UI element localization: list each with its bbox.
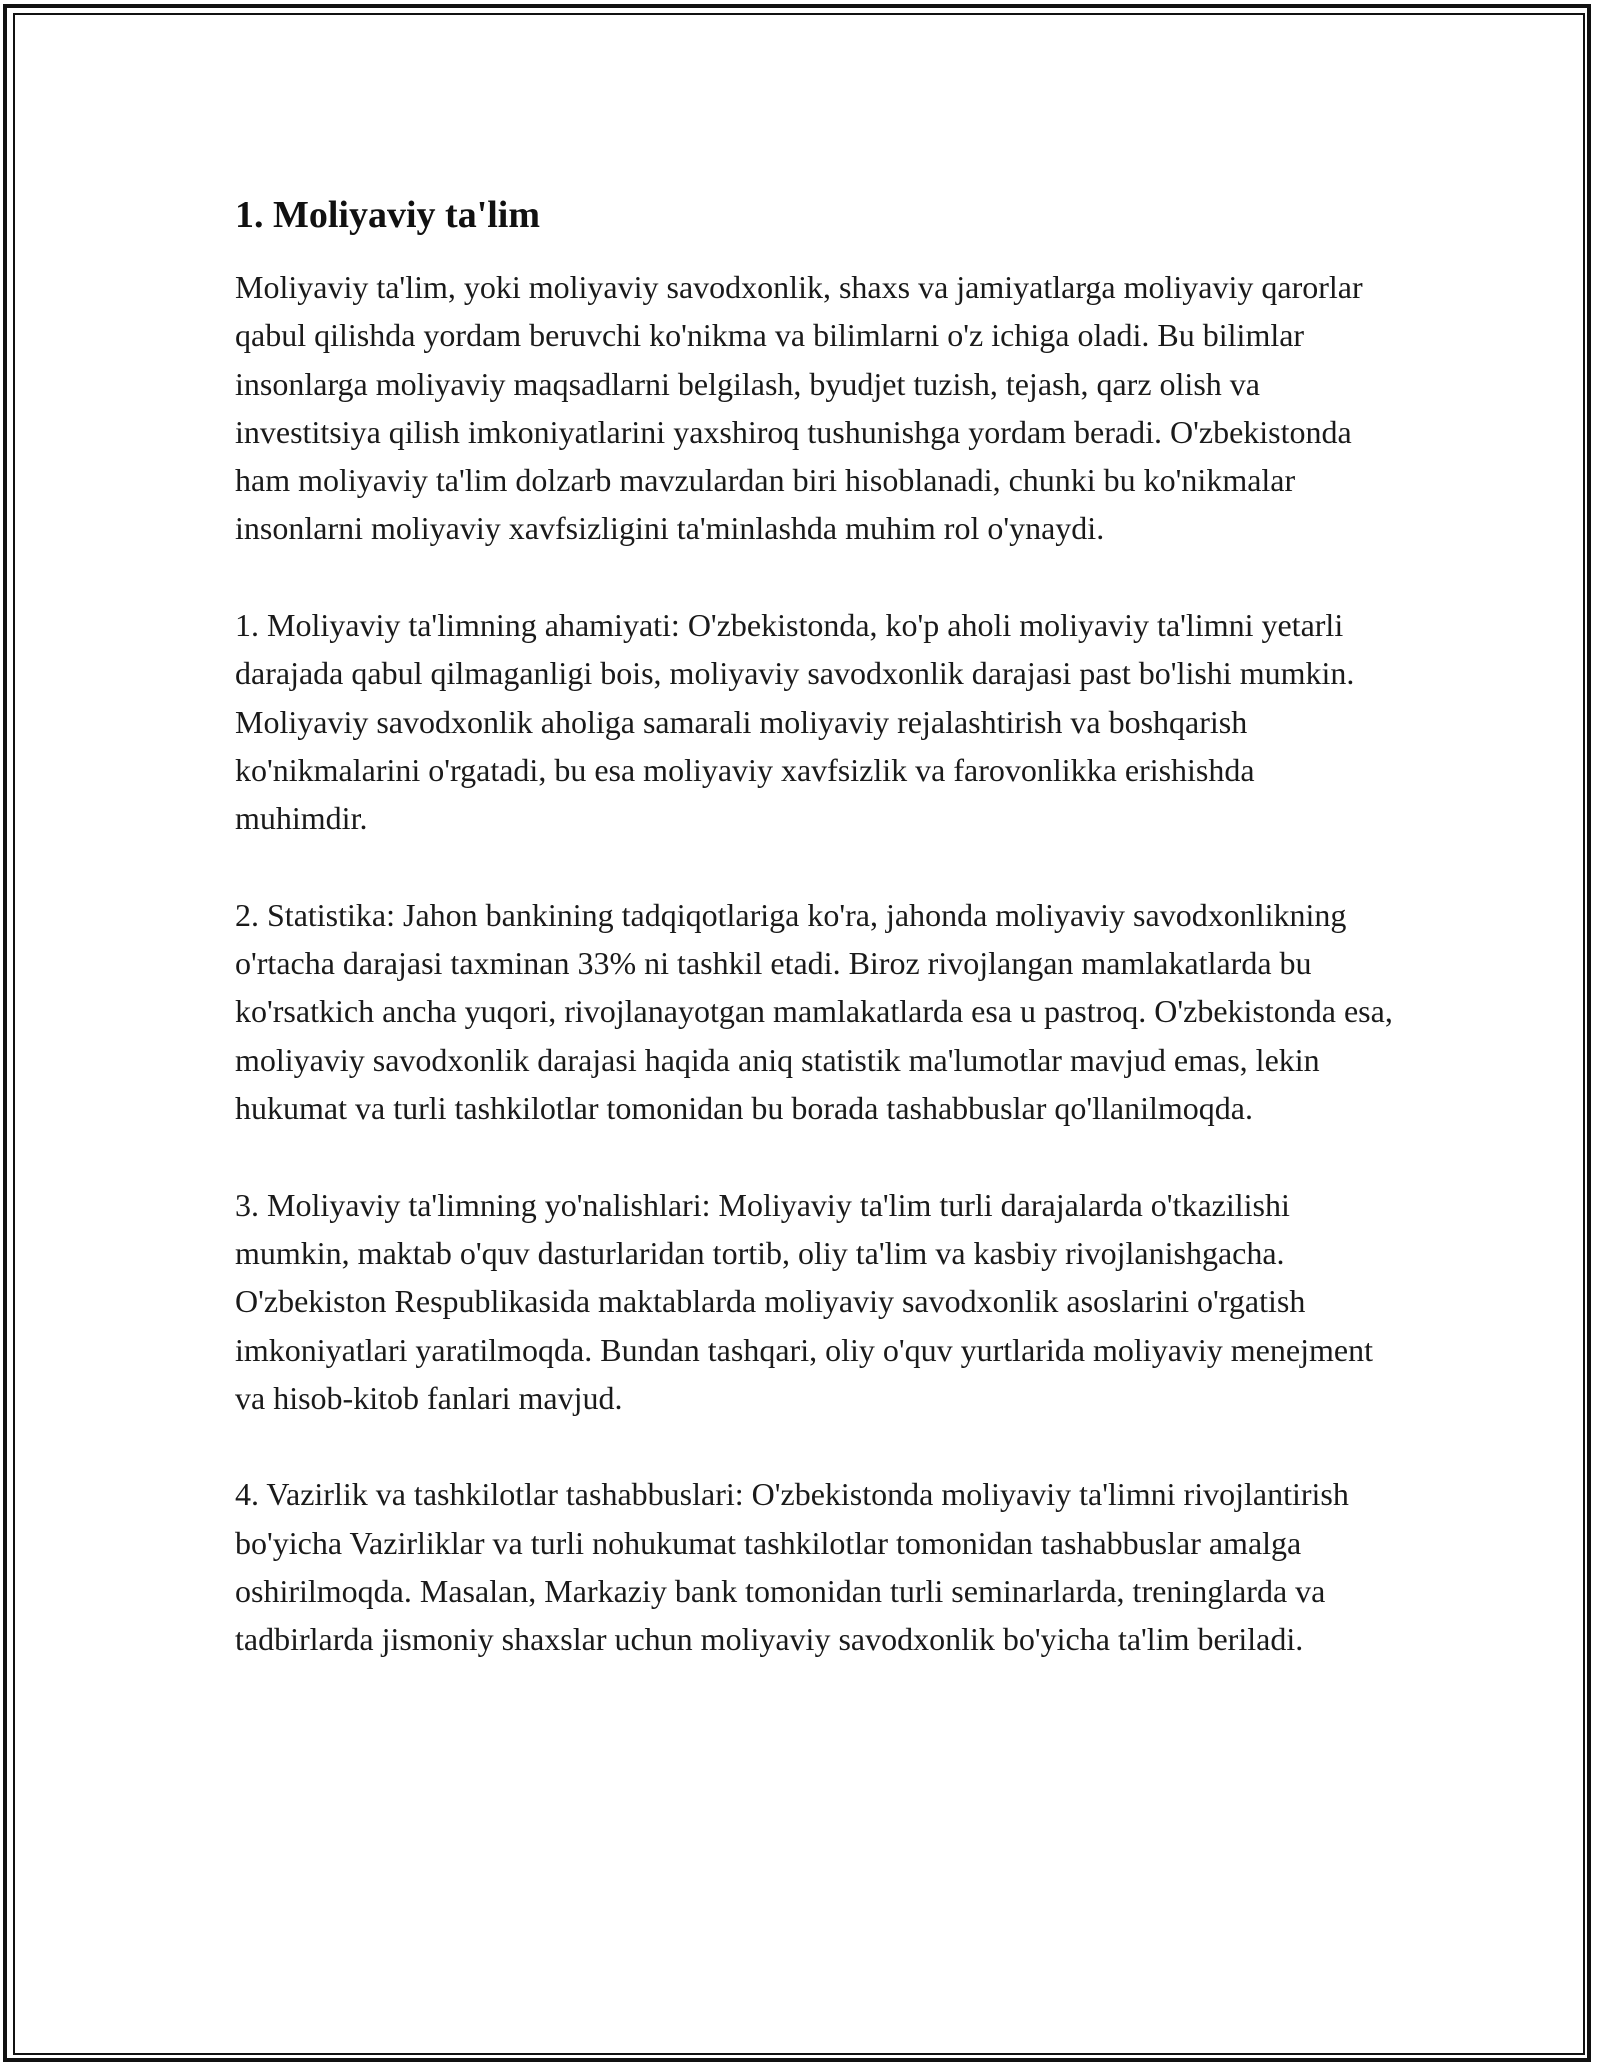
paragraph-importance: 1. Moliyaviy ta'limning ahamiyati: O'zbekistonda, ko'p aholi moliyaviy ta'limni yetarli darajada qabul qilmaganligi bois, moliyaviy savodxonlik darajasi past bo'lishi mumkin. Moliyaviy savodxonlik aholiga samarali moliyaviy rejalashtirish va boshqarish ko'nikmalarini o'rgatadi, bu esa moliyaviy xavfsizlik va farovonlikka erishishda muhimdir. xyxy=(235,607,1355,837)
intro-paragraph: Moliyaviy ta'lim, yoki moliyaviy savodxonlik, shaxs va jamiyatlarga moliyaviy qarorlar qabul qilishda yordam beruvchi ko'nikma va bilimlarni o'z ichiga oladi. Bu bilimlar insonlarga moliyaviy maqsadlarni belgilash, byudjet tuzish, tejash, qarz olish va investitsiya qilish imkoniyatlarini yaxshiroq tushunishga yordam beradi. O'zbekistonda ham moliyaviy ta'lim dolzarb mavzulardan biri hisoblanadi, chunki bu ko'nikmalar insonlarni moliyaviy xavfsizligini ta'minlashda muhim rol o'ynaydi. xyxy=(235,269,1363,547)
document-body xyxy=(235,185,1395,1712)
paragraph-initiatives: 4. Vazirlik va tashkilotlar tashabbuslari: O'zbekistonda moliyaviy ta'limni rivojlantirish bo'yicha Vazirliklar va turli nohukumat tashkilotlar tomonidan tashabbuslar amalga oshirilmoqda. Masalan, Markaziy bank tomonidan turli seminarlarda, treninglarda va tadbirlarda jismoniy shaxslar uchun moliyaviy savodxonlik bo'yicha ta'lim beriladi. xyxy=(235,1476,1349,1658)
section-heading: 1. Moliyaviy ta'lim xyxy=(235,194,541,236)
paragraph-statistics: 2. Statistika: Jahon bankining tadqiqotlariga ko'ra, jahonda moliyaviy savodxonlikning o'rtacha darajasi taxminan 33% ni tashkil etadi. Biroz rivojlangan mamlakatlarda bu ko'rsatkich ancha yuqori, rivojlanayotgan mamlakatlarda esa u pastroq. O'zbekistonda esa, moliyaviy savodxonlik darajasi haqida aniq statistik ma'lumotlar mavjud emas, lekin hukumat va turli tashkilotlar tomonidan bu borada tashabbuslar qo'llanilmoqda. xyxy=(235,896,1393,1127)
paragraph-directions: 3. Moliyaviy ta'limning yo'nalishlari: Moliyaviy ta'lim turli darajalarda o'tkazilishi mumkin, maktab o'quv dasturlaridan tortib, oliy ta'lim va kasbiy rivojlanishgacha. O'zbekiston Respublikasida maktablarda moliyaviy savodxonlik asoslarini o'rgatish imkoniyatlari yaratilmoqda. Bundan tashqari, oliy o'quv yurtlarida moliyaviy menejment va hisob-kitob fanlari mavjud. xyxy=(235,1186,1373,1416)
